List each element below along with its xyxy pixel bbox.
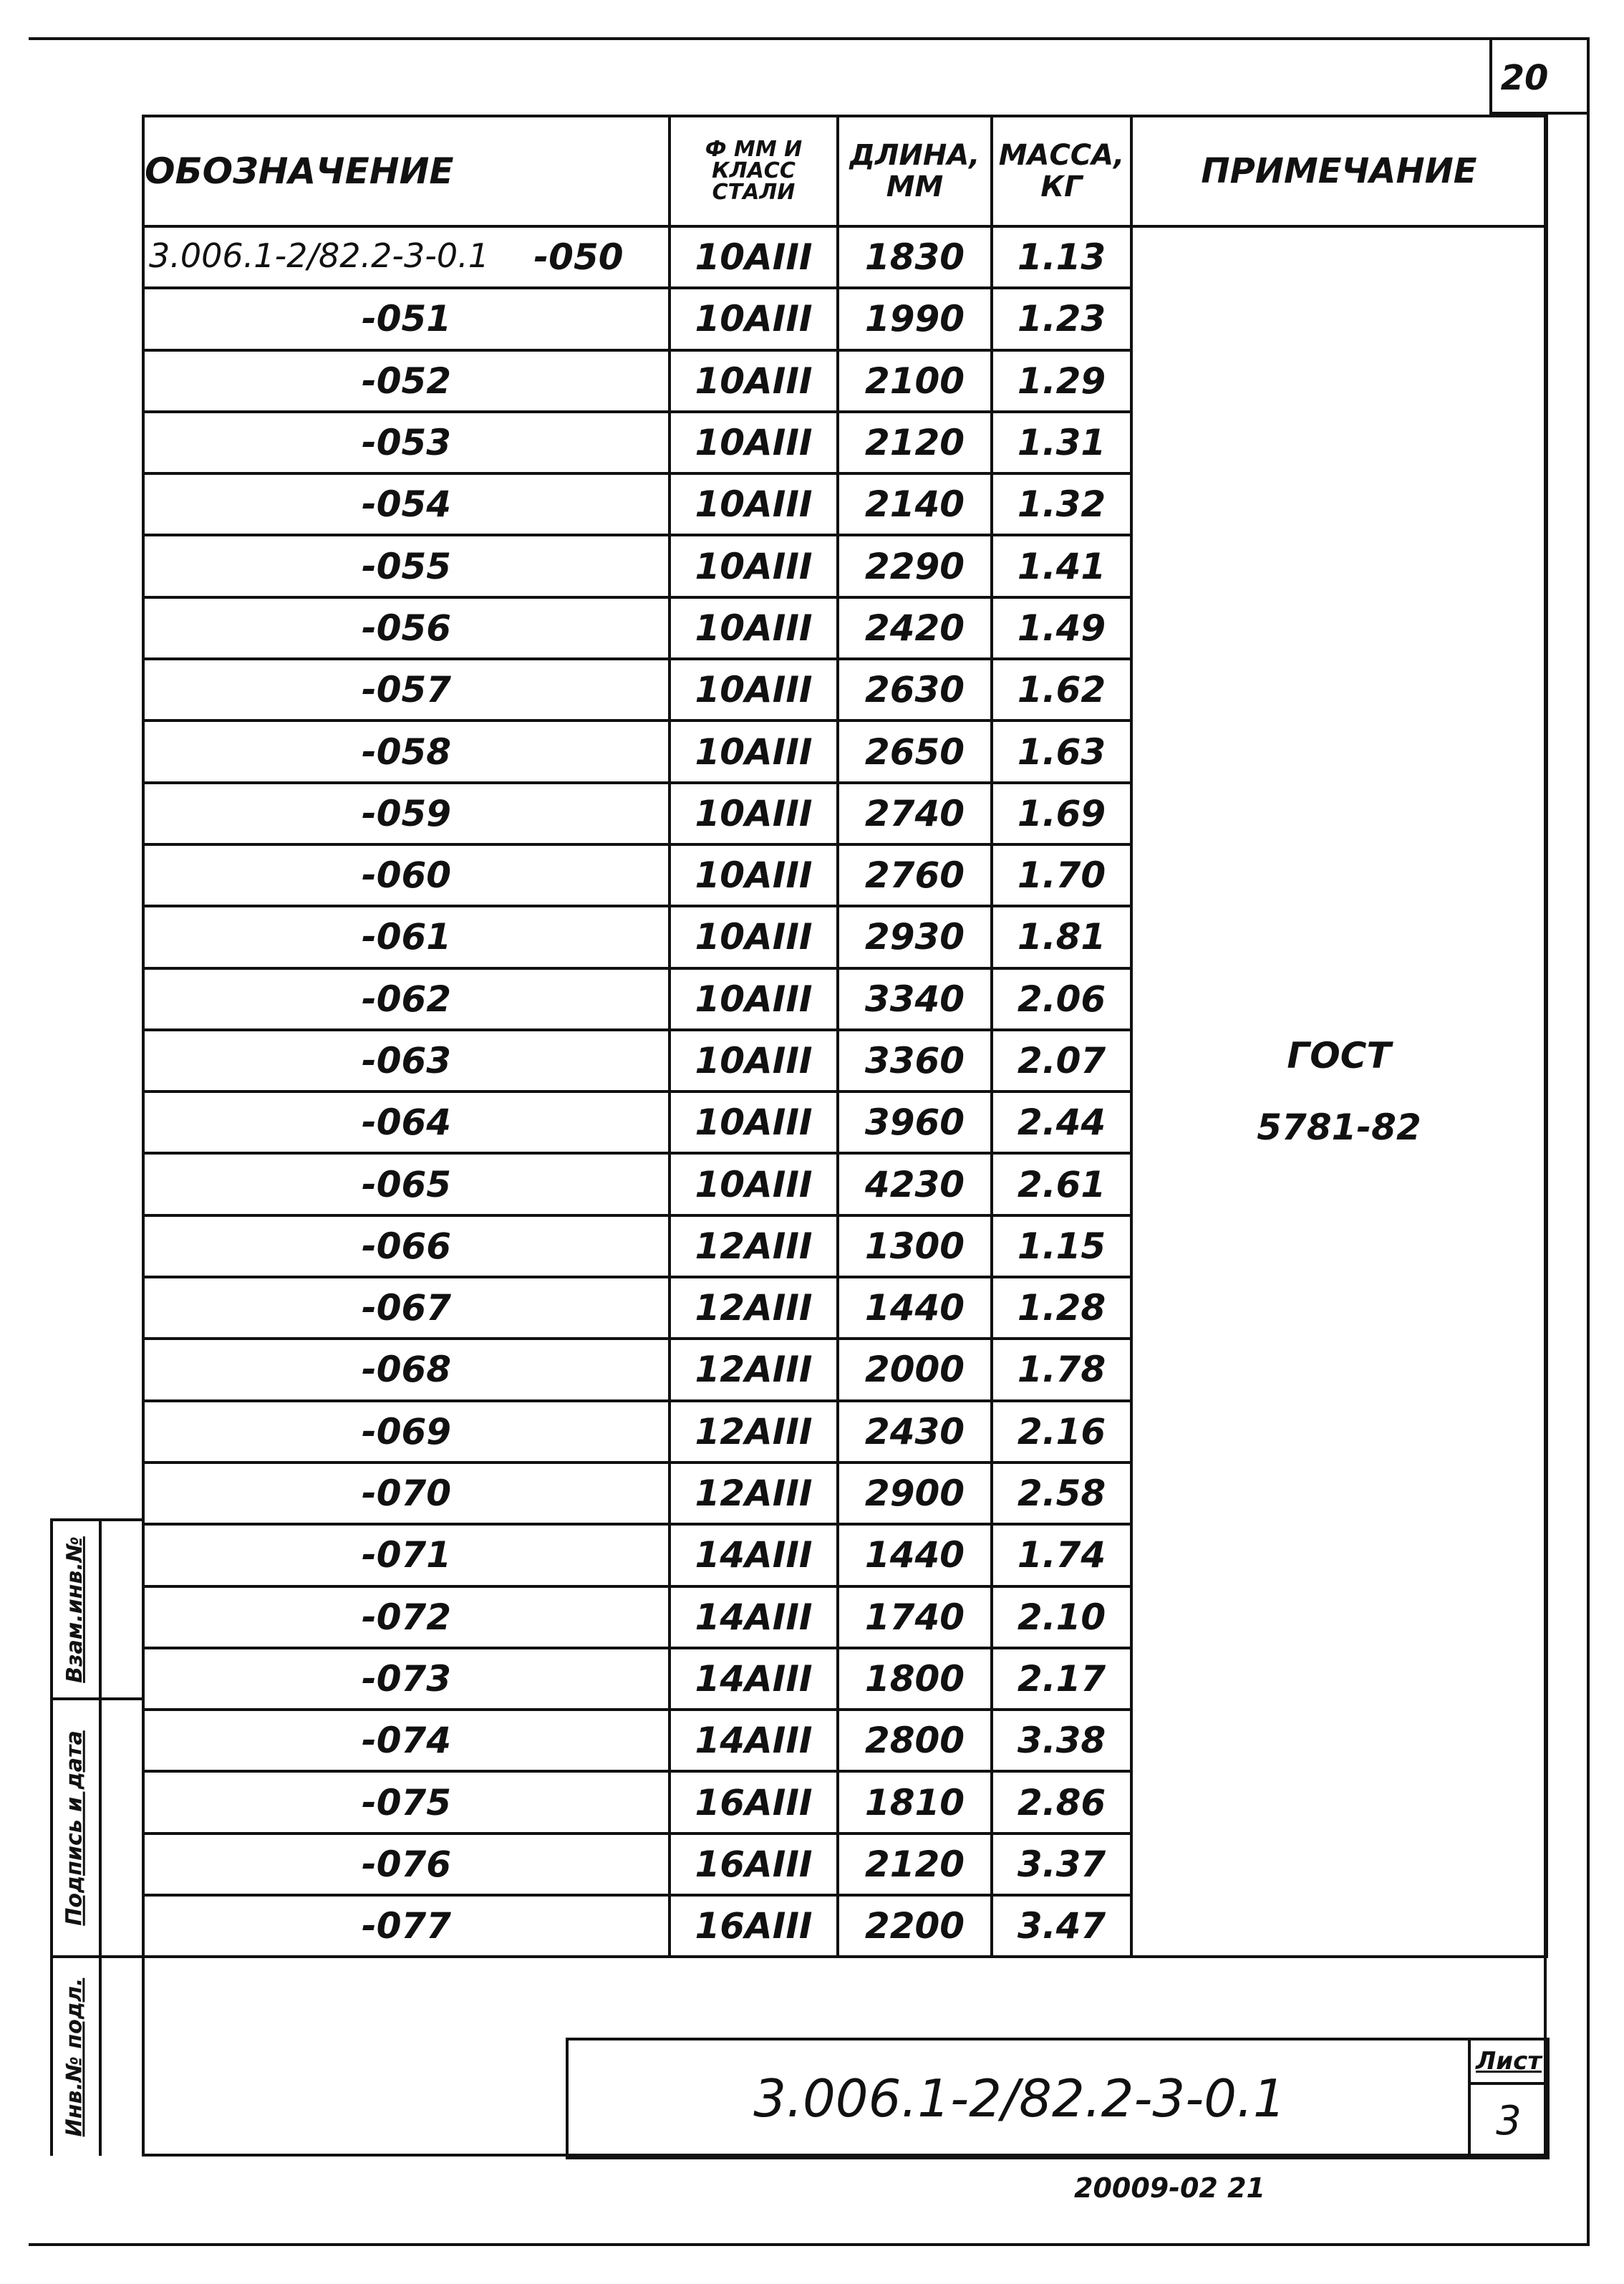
cell-mass: 2.17 [992,1648,1131,1710]
cell-steel-class: 10АIII [670,659,838,721]
cell-steel-class: 16АIII [670,1834,838,1895]
cell-mass: 2.86 [992,1771,1131,1833]
header-note: ПРИМЕЧАНИЕ [1131,116,1547,226]
cell-length: 1740 [838,1586,992,1648]
header-length: ДЛИНА, ММ [838,116,992,226]
cell-note [1131,226,1547,1957]
table-header-row [143,116,1547,226]
cell-designation [143,226,670,288]
sheet-label: Лист [1471,2040,1547,2085]
cell-steel-class: 10АIII [670,721,838,782]
cell-length: 1440 [838,1277,992,1339]
cell-designation [143,1215,670,1277]
side-cell-inv-orig [50,1958,99,2156]
cell-mass: 3.47 [992,1895,1131,1957]
frame-right-line [1587,37,1590,2243]
cell-length: 2200 [838,1895,992,1957]
cell-designation [143,1153,670,1215]
cell-mass: 1.41 [992,535,1131,597]
designation-code: -056 [361,607,452,649]
cell-steel-class: 10АIII [670,906,838,968]
side-label-inv-orig: Инв.№ подл. [62,1977,87,2136]
sheet-box [1468,2038,1550,2159]
cell-length: 1440 [838,1524,992,1586]
designation-code: -070 [361,1473,452,1515]
cell-length: 2800 [838,1710,992,1771]
cell-designation [143,1710,670,1771]
cell-steel-class: 12АIII [670,1339,838,1400]
cell-designation [143,535,670,597]
cell-mass: 3.38 [992,1710,1131,1771]
designation-code: -069 [361,1410,452,1452]
designation-code: -062 [361,978,452,1020]
cell-designation [143,659,670,721]
cell-steel-class: 14АIII [670,1710,838,1771]
cell-steel-class: 10АIII [670,288,838,350]
cell-mass: 1.49 [992,597,1131,659]
side-stamp [50,1518,142,2163]
cell-length: 4230 [838,1153,992,1215]
cell-steel-class: 10АIII [670,535,838,597]
order-number: 20009-02 21 [1074,2172,1265,2204]
designation-code: -053 [361,422,452,464]
cell-mass: 2.10 [992,1586,1131,1648]
cell-length: 1300 [838,1215,992,1277]
cell-mass: 3.37 [992,1834,1131,1895]
cell-length: 2100 [838,350,992,412]
designation-code: -073 [361,1657,452,1700]
cell-designation [143,1030,670,1092]
cell-steel-class: 12АIII [670,1463,838,1524]
cell-mass: 2.58 [992,1463,1131,1524]
designation-code: -067 [361,1287,452,1329]
sheet-number: 3 [1496,2097,1522,2144]
cell-designation [143,1463,670,1524]
designation-code: -075 [361,1781,452,1823]
cell-length: 1800 [838,1648,992,1710]
cell-steel-class: 10АIII [670,1092,838,1153]
cell-length: 3960 [838,1092,992,1153]
designation-code: -052 [361,360,452,402]
cell-length: 2930 [838,906,992,968]
cell-mass: 2.16 [992,1401,1131,1463]
designation-code: -065 [361,1163,452,1205]
cell-designation [143,473,670,535]
designation-code: -076 [361,1843,452,1885]
cell-mass: 1.13 [992,226,1131,288]
cell-designation [143,350,670,412]
cell-designation [143,1771,670,1833]
cell-length: 1830 [838,226,992,288]
designation-code: -074 [361,1720,452,1762]
page-number: 20 [1500,58,1549,98]
designation-prefix: 3.006.1-2/82.2-3-0.1 [149,236,489,276]
cell-steel-class: 14АIII [670,1586,838,1648]
cell-steel-class: 10АIII [670,844,838,906]
document-code: 3.006.1-2/82.2-3-0.1 [753,2068,1286,2129]
header-mass: МАССА, КГ [992,116,1131,226]
designation-code: -071 [361,1534,452,1576]
cell-length: 3340 [838,968,992,1030]
cell-steel-class: 10АIII [670,968,838,1030]
cell-designation [143,597,670,659]
side-label-replace-inv: Взам.инв.№ [62,1536,87,1683]
cell-designation [143,412,670,473]
cell-steel-class: 10АIII [670,1153,838,1215]
cell-steel-class: 12АIII [670,1215,838,1277]
designation-code: -077 [361,1905,452,1947]
cell-steel-class: 16АIII [670,1771,838,1833]
cell-mass: 1.62 [992,659,1131,721]
cell-mass: 1.23 [992,288,1131,350]
cell-length: 2290 [838,535,992,597]
frame-bottom-line [29,2243,1590,2246]
side-stamp-mid-line [99,1518,102,2156]
cell-steel-class: 10АIII [670,597,838,659]
cell-steel-class: 12АIII [670,1277,838,1339]
cell-mass: 2.44 [992,1092,1131,1153]
note-line-number: 5781-82 [1257,1107,1421,1149]
designation-code: -054 [361,483,452,526]
designation-code: -072 [361,1596,452,1638]
designation-code: -059 [361,792,452,834]
side-label-signature-date: Подпись и дата [62,1730,87,1926]
cell-steel-class: 10АIII [670,783,838,844]
cell-length: 3360 [838,1030,992,1092]
cell-length: 2630 [838,659,992,721]
cell-mass: 1.81 [992,906,1131,968]
cell-length: 2430 [838,1401,992,1463]
cell-mass: 1.29 [992,350,1131,412]
table-row [143,226,1547,288]
cell-mass: 1.28 [992,1277,1131,1339]
side-cell-replace-inv [50,1521,99,1697]
designation-code: -063 [361,1040,452,1081]
designation-code: -058 [361,731,452,773]
cell-steel-class: 10АIII [670,412,838,473]
cell-length: 1810 [838,1771,992,1833]
cell-mass: 1.63 [992,721,1131,782]
cell-mass: 1.69 [992,783,1131,844]
cell-designation [143,288,670,350]
designation-code: -051 [361,298,452,340]
cell-designation [143,1092,670,1153]
cell-length: 2140 [838,473,992,535]
side-cell-signature-date [50,1700,99,1955]
designation-code: -064 [361,1102,452,1144]
cell-length: 2000 [838,1339,992,1400]
cell-designation [143,968,670,1030]
cell-length: 2120 [838,412,992,473]
cell-designation [143,783,670,844]
cell-mass: 2.61 [992,1153,1131,1215]
cell-designation [143,1401,670,1463]
cell-mass: 1.74 [992,1524,1131,1586]
designation-code: -061 [361,916,452,958]
cell-mass: 1.78 [992,1339,1131,1400]
cell-steel-class: 12АIII [670,1401,838,1463]
cell-mass: 1.32 [992,473,1131,535]
cell-steel-class: 10АIII [670,473,838,535]
cell-designation [143,1524,670,1586]
cell-designation [143,1277,670,1339]
designation-code: -055 [361,545,452,587]
cell-steel-class: 14АIII [670,1648,838,1710]
header-diameter-class: Ф ММ И КЛАСС СТАЛИ [670,116,838,226]
designation-code: -068 [361,1349,452,1391]
cell-length: 2760 [838,844,992,906]
cell-steel-class: 10АIII [670,226,838,288]
title-block [566,2038,1471,2159]
cell-designation [143,906,670,968]
cell-mass: 2.06 [992,968,1131,1030]
designation-code: -060 [361,854,452,897]
table-body [143,226,1547,1957]
cell-length: 1990 [838,288,992,350]
cell-designation [143,1834,670,1895]
cell-designation [143,721,670,782]
cell-mass: 1.15 [992,1215,1131,1277]
cell-mass: 1.70 [992,844,1131,906]
cell-designation [143,844,670,906]
cell-steel-class: 14АIII [670,1524,838,1586]
designation-code: -066 [361,1225,452,1267]
designation-code: -050 [533,236,624,279]
cell-designation [143,1648,670,1710]
cell-steel-class: 16АIII [670,1895,838,1957]
cell-length: 2650 [838,721,992,782]
frame-top-line [29,37,1590,40]
cell-designation [143,1586,670,1648]
header-designation: ОБОЗНАЧЕНИЕ [143,116,670,226]
note-line-standard: ГОСТ [1287,1035,1391,1077]
cell-mass: 1.31 [992,412,1131,473]
cell-length: 2120 [838,1834,992,1895]
cell-steel-class: 10АIII [670,1030,838,1092]
cell-length: 2900 [838,1463,992,1524]
cell-steel-class: 10АIII [670,350,838,412]
cell-mass: 2.07 [992,1030,1131,1092]
cell-length: 2420 [838,597,992,659]
cell-length: 2740 [838,783,992,844]
designation-code: -057 [361,669,452,711]
cell-designation [143,1339,670,1400]
specification-table [142,115,1548,1958]
